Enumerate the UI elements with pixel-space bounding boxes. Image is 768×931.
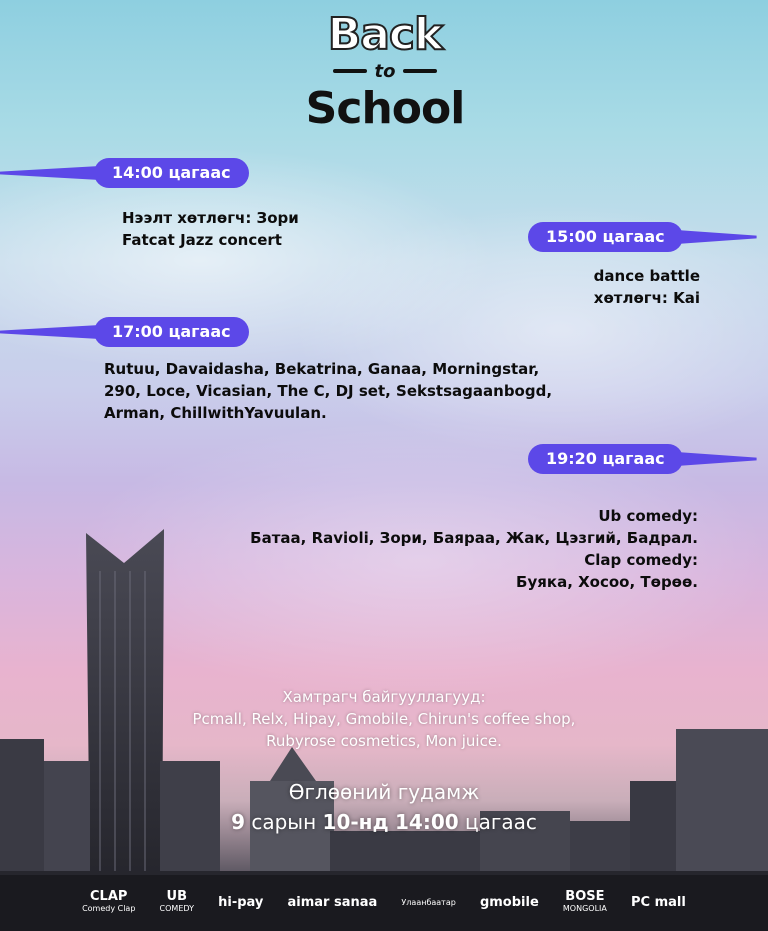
slot-line: Ub comedy: xyxy=(598,507,698,525)
logo-back-word: Back xyxy=(327,9,443,60)
slot-line: Fatcat Jazz concert xyxy=(122,231,282,249)
date-day: 10-нд xyxy=(322,810,389,834)
slot-1500-details xyxy=(594,265,700,309)
slot-line: Clap comedy: xyxy=(584,551,698,569)
sponsor-logo-hipay xyxy=(218,897,263,909)
time-tag-1400 xyxy=(0,158,249,188)
tag-stick xyxy=(0,325,100,339)
time-tag-1500 xyxy=(528,222,757,252)
sponsor-logo-bar xyxy=(0,875,768,931)
partners-heading: Хамтрагч байгууллагууд: xyxy=(282,688,486,706)
sponsor-name: UB xyxy=(166,889,187,904)
sponsor-name: gmobile xyxy=(479,895,539,910)
logo-to-word: to xyxy=(374,60,396,82)
sponsor-name: PC mall xyxy=(631,895,686,910)
time-pill: 15:00 цагаас xyxy=(528,222,683,252)
tag-stick xyxy=(677,452,757,466)
tag-stick xyxy=(0,166,100,180)
slot-line: хөтлөгч: Kai xyxy=(593,289,700,307)
slot-line: Нээлт хөтлөгч: Зори xyxy=(122,209,299,227)
sponsor-logo-bose xyxy=(563,891,607,915)
logo-school-word: School xyxy=(305,83,465,134)
time-pill: 19:20 цагаас xyxy=(528,444,683,474)
slot-line: Arman, ChillwithYavuulan. xyxy=(104,404,327,422)
sponsor-logo-aimar-sanaa xyxy=(288,897,378,909)
sponsor-logo-ulaanbaatar xyxy=(401,897,455,909)
sponsor-name: hi-pay xyxy=(218,895,264,910)
logo-to-row xyxy=(300,58,470,84)
sponsor-name: aimar sanaa xyxy=(287,895,378,910)
time-pill: 17:00 цагаас xyxy=(94,317,249,347)
sponsor-logo-gmobile xyxy=(480,897,539,909)
sponsor-sub: Comedy Clap xyxy=(82,904,136,913)
date-time: 14:00 xyxy=(395,810,459,834)
time-pill: 14:00 цагаас xyxy=(94,158,249,188)
sponsor-logo-pcmall xyxy=(631,897,686,909)
sponsor-logo-ub-comedy xyxy=(160,891,194,915)
slot-1400-details xyxy=(122,207,299,251)
venue-name: Өглөөний гудамж xyxy=(288,780,480,804)
date-suffix: цагаас xyxy=(465,810,537,834)
date-month-word: сарын xyxy=(251,810,317,834)
sponsor-sub: MONGOLIA xyxy=(562,904,607,913)
partners-line: Rubyrose cosmetics, Mon juice. xyxy=(266,732,502,750)
slot-line: Rutuu, Davaidasha, Bekatrina, Ganaa, Morningstar, xyxy=(104,360,540,378)
sponsor-sub: COMEDY xyxy=(159,904,194,913)
slot-line: Батаа, Ravioli, Зори, Баяраа, Жак, Цэзгий, Бадрал. xyxy=(250,529,698,547)
logo-dash-left xyxy=(333,69,367,73)
sponsor-name: Улаанбаатар xyxy=(401,898,456,907)
event-date xyxy=(0,808,768,836)
date-month: 9 xyxy=(231,810,245,834)
partners-line: Pcmall, Relx, Hipay, Gmobile, Chirun's coffee shop, xyxy=(192,710,576,728)
partners-section xyxy=(0,686,768,752)
logo-dash-right xyxy=(403,69,437,73)
time-tag-1700 xyxy=(0,317,249,347)
slot-line: dance battle xyxy=(593,267,700,285)
sponsor-name: CLAP xyxy=(90,889,128,904)
tag-stick xyxy=(677,230,757,244)
time-tag-1920 xyxy=(528,444,757,474)
back-to-school-logo xyxy=(300,9,470,142)
slot-1700-details xyxy=(104,358,552,424)
sponsor-name: BOSE xyxy=(565,889,605,904)
sponsor-logo-clap xyxy=(82,891,135,915)
slot-line: 290, Loce, Vicasian, The C, DJ set, Sekstsagaanbogd, xyxy=(104,382,553,400)
slot-line: Буяка, Хосоо, Төрөө. xyxy=(516,573,698,591)
